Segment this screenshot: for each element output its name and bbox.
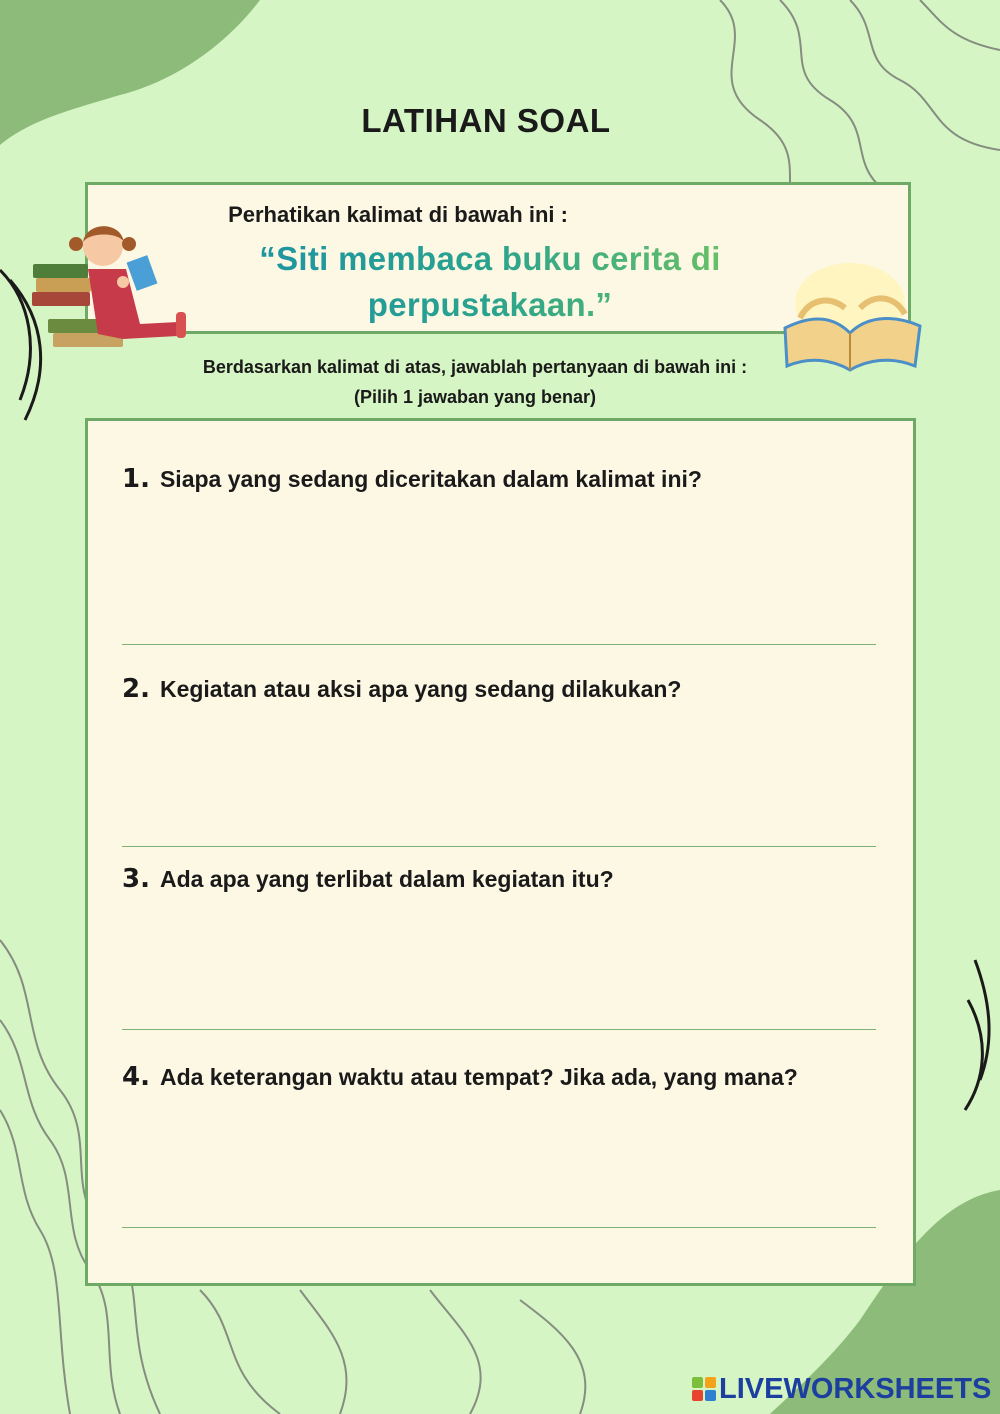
page-title: LATIHAN SOAL (361, 102, 611, 139)
question-text: Ada apa yang terlibat dalam kegiatan itu? (159, 866, 614, 892)
answer-line-1[interactable] (122, 644, 876, 645)
question-text: Siapa yang sedang diceritakan dalam kalimat ini? (159, 466, 702, 492)
liveworksheets-logo-icon (692, 1377, 716, 1401)
question-number: 4. (122, 1062, 150, 1092)
question-number: 3. (122, 864, 150, 894)
instructions (0, 352, 1000, 412)
question-2 (122, 674, 681, 704)
answer-line-2[interactable] (122, 846, 876, 847)
question-text: Ada keterangan waktu atau tempat? Jika ada, yang mana? (159, 1064, 798, 1090)
answer-box (85, 418, 916, 1286)
brand-name: LIVEWORKSHEETS (719, 1372, 992, 1405)
answer-line-4[interactable] (122, 1227, 876, 1228)
question-number: 1. (122, 464, 150, 494)
instructions-line-1: Berdasarkan kalimat di atas, jawablah pertanyaan di bawah ini : (202, 357, 748, 377)
question-3 (122, 864, 614, 894)
example-sentence-line-1: “Siti membaca buku cerita di (259, 240, 721, 277)
sentence-lead: Perhatikan kalimat di bawah ini : (228, 202, 568, 227)
question-text: Kegiatan atau aksi apa yang sedang dilakukan? (159, 676, 682, 702)
instructions-line-2: (Pilih 1 jawaban yang benar) (353, 387, 597, 407)
answer-line-3[interactable] (122, 1029, 876, 1030)
question-1 (122, 464, 702, 494)
question-4 (122, 1062, 798, 1092)
question-number: 2. (122, 674, 150, 704)
girl-reading-icon (28, 214, 198, 354)
brand-logo[interactable] (692, 1372, 991, 1406)
example-sentence-line-2: perpustakaan.” (367, 286, 613, 323)
example-sentence (180, 236, 800, 328)
